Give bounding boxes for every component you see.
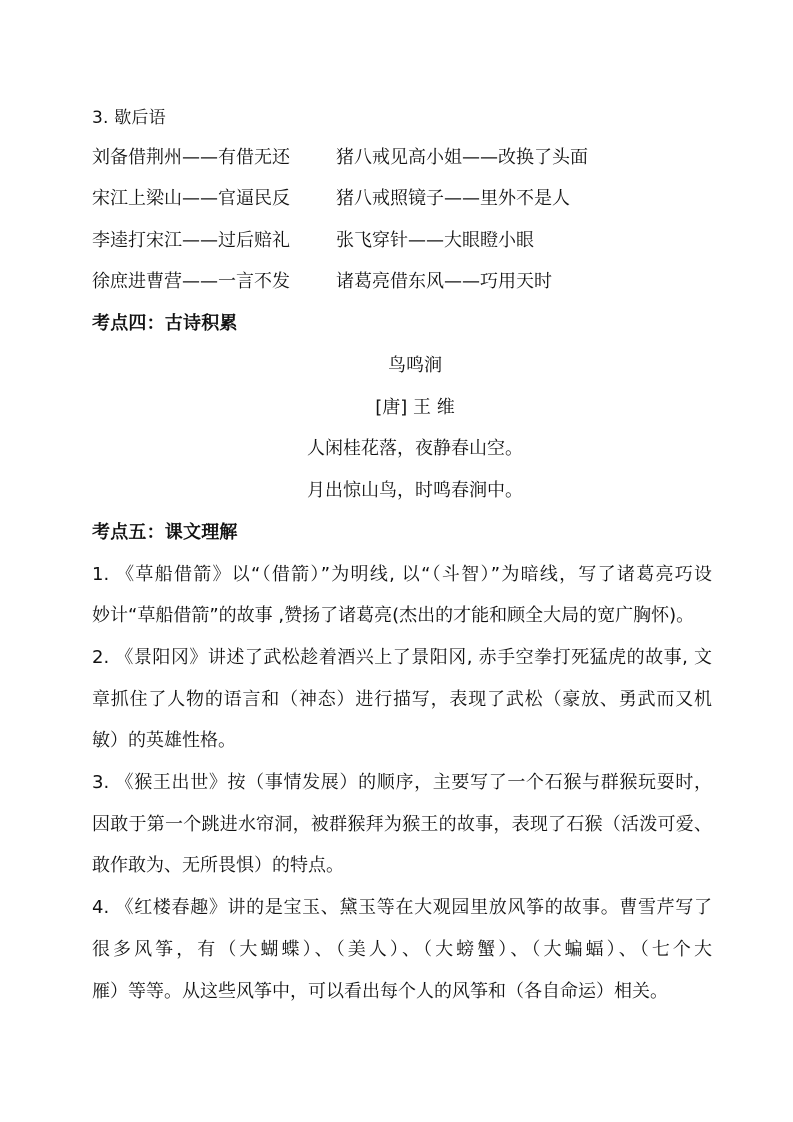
paragraph-line: 2. 《景阳冈》讲述了武松趁着酒兴上了景阳冈, 赤手空拳打死猛虎的故事, 文 [92,647,712,668]
paragraph-line: 很多风筝，有（大蝴蝶）、（美人）、（大螃蟹）、（大蝙蝠）、（七个大 [92,939,712,960]
xiehouyu-right: 猪八戒照镜子——里外不是人 [336,188,570,209]
paragraph-line: 章抓住了人物的语言和（神态）进行描写，表现了武松（豪放、勇武而又机 [92,689,712,710]
paragraph-line: 3. 《猴王出世》按（事情发展）的顺序，主要写了一个石猴与群猴玩耍时， [92,772,712,793]
xiehouyu-left: 宋江上梁山——官逼民反 [92,188,290,209]
xiehouyu-left: 李逵打宋江——过后赔礼 [92,230,290,251]
paragraph-line: 因敢于第一个跳进水帘洞，被群猴拜为猴王的故事，表现了石猴（活泼可爱、 [92,814,712,835]
paragraph-line: 1. 《草船借箭》以“（借箭）”为明线, 以“（斗智）”为暗线，写了诸葛亮巧设 [92,564,712,585]
xiehouyu-right: 猪八戒见高小姐——改换了头面 [336,147,588,168]
paragraph-line: 雁）等等。从这些风筝中，可以看出每个人的风筝和（各自命运）相关。 [92,981,668,1002]
xiehouyu-left: 徐庶进曹营——一言不发 [92,271,290,292]
xiehouyu-right: 张飞穿针——大眼瞪小眼 [336,230,534,251]
paragraph-line: 妙计“草船借箭”的故事 ,赞扬了诸葛亮(杰出的才能和顾全大局的宽广胸怀)。 [92,605,695,626]
xiehouyu-row [92,229,712,253]
xiehouyu-row [92,187,712,211]
heading-kaodian4: 考点四：古诗积累 [92,313,238,334]
xiehouyu-left: 刘备借荆州——有借无还 [92,147,290,168]
paragraph-line: 敏）的英雄性格。 [92,730,236,751]
poem-title: 鸟鸣涧 [388,355,442,376]
poem-line: 月出惊山鸟，时鸣春涧中。 [307,480,523,501]
heading-kaodian5: 考点五：课文理解 [92,522,238,543]
xiehouyu-row [92,270,712,294]
paragraph-line: 4. 《红楼春趣》讲的是宝玉、黛玉等在大观园里放风筝的故事。曹雪芹写了 [92,897,712,918]
poem-author: [唐] 王 维 [375,397,455,418]
paragraph-line: 敢作敢为、无所畏惧）的特点。 [92,855,344,876]
poem-line: 人闲桂花落，夜静春山空。 [307,438,523,459]
xiehouyu-row [92,146,712,170]
subheading-xiehouyu: 3. 歇后语 [92,108,166,128]
xiehouyu-right: 诸葛亮借东风——巧用天时 [336,271,552,292]
